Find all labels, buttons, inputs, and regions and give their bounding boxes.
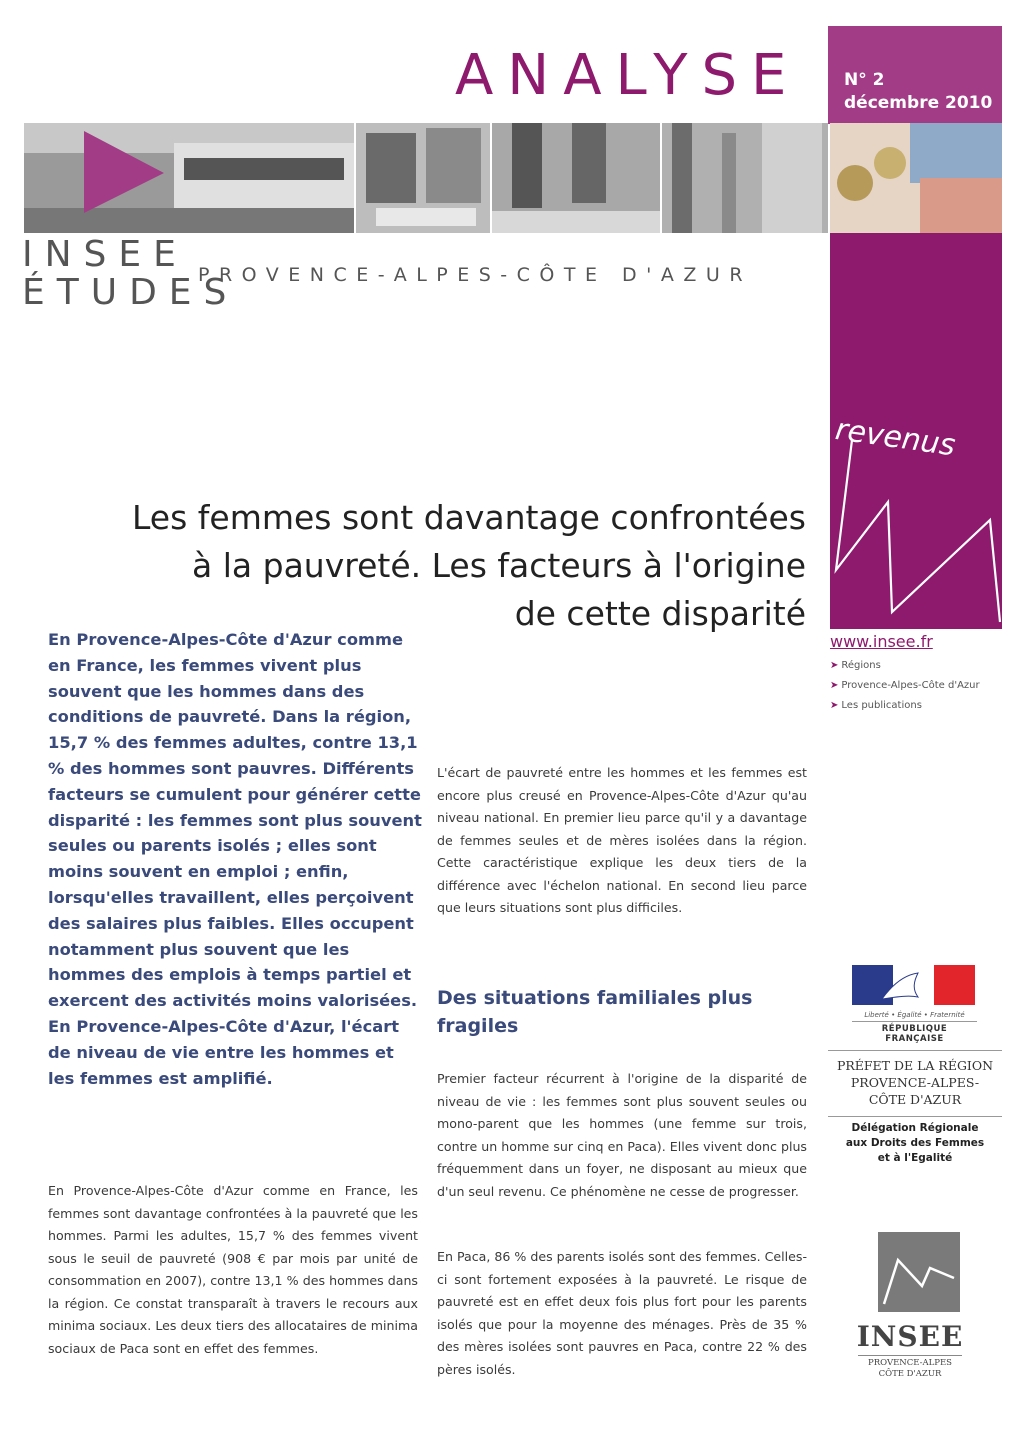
nav-item-publications[interactable]: ➤ Les publications bbox=[830, 700, 922, 711]
delegation-block: Délégation Régionale aux Droits des Femmes et à l'Egalité bbox=[828, 1116, 1002, 1166]
prefet-block: PRÉFET DE LA RÉGION PROVENCE-ALPES- CÔTE D'AZUR bbox=[828, 1050, 1002, 1108]
region-name: PROVENCE-ALPES-CÔTE D'AZUR bbox=[198, 264, 753, 286]
series-title: ANALYSE bbox=[455, 43, 801, 108]
corridor-photo bbox=[662, 123, 828, 233]
lead-paragraph: En Provence-Alpes-Côte d'Azur comme en France, les femmes vivent plus souvent que les hommes dans des conditions de pauvreté. Dans la région, 15,7 % des femmes adultes, contre 13,1 % des hommes sont pauvres. Différents facteurs se cumulent pour générer cette disparité : les femmes sont plus souvent seules ou parents isolés ; elles sont moins souvent en emploi ; enfin, lorsqu'elles travaillent, elles perçoivent des salaires plus faibles. Elles occupent notamment plus souvent que les hommes des emplois à temps partiel et exercent des activités moins valorisées. En Provence-Alpes-Côte d'Azur, l'écart de niveau de vie entre les hommes et les femmes est amplifié. bbox=[48, 630, 422, 1088]
publication-nav bbox=[830, 656, 980, 716]
computer-photo bbox=[356, 123, 490, 233]
nav-item-region[interactable]: ➤ Provence-Alpes-Côte d'Azur bbox=[830, 680, 980, 691]
rf-motto: Liberté • Égalité • Fraternité bbox=[864, 1011, 965, 1019]
rf-name: RÉPUBLIQUE FRANÇAISE bbox=[852, 1021, 977, 1044]
republique-logo bbox=[852, 965, 977, 1044]
insee-region: PROVENCE-ALPES CÔTE D'AZUR bbox=[858, 1355, 962, 1380]
brand-line-insee: INSEE bbox=[22, 234, 188, 275]
nav-item-regions[interactable]: ➤ Régions bbox=[830, 660, 881, 671]
website-link[interactable]: www.insee.fr bbox=[830, 632, 933, 651]
walking-photo bbox=[492, 123, 660, 233]
body-paragraph-left: En Provence-Alpes-Côte d'Azur comme en France, les femmes sont davantage confrontées à la pauvreté que les hommes. Parmi les adultes, 15,7 % des femmes vivent sous le seuil de pauvreté (908 € par mois par unité de consommation en 2007), contre 13,1 % des hommes dans la région. Ce constat transparaît à travers le recours aux minima sociaux. Les deux tiers des allocataires de minima sociaux de Paca sont en effet des femmes. bbox=[48, 1183, 418, 1356]
photo-strip bbox=[24, 123, 1002, 233]
theme-label: revenus bbox=[833, 412, 958, 464]
arrow-right-icon: ➤ bbox=[830, 700, 839, 711]
insee-logo bbox=[850, 1232, 970, 1380]
section-heading: Des situations familiales plus fragiles bbox=[437, 987, 753, 1037]
article-title: Les femmes sont davantage confrontées à la pauvreté. Les facteurs à l'origine de cette disparité bbox=[131, 498, 806, 633]
insee-name: INSEE bbox=[856, 1320, 964, 1353]
marianne-flag-icon bbox=[852, 965, 975, 1005]
brand-line-etudes: ÉTUDES bbox=[22, 272, 239, 313]
issue-box bbox=[828, 26, 1002, 124]
body-paragraph-section-1: Premier facteur récurrent à l'origine de la disparité de niveau de vie : les femmes sont plus souvent seules ou mono-parent que les hommes (une femme sur trois, contre un homme sur cinq en Paca). Elles vivent donc plus fréquemment dans un foyer, ne disposant au mieux que d'un seul revenu. Ce phénomène ne cesse de progresser. bbox=[437, 1071, 807, 1199]
arrow-right-icon: ➤ bbox=[830, 660, 839, 671]
body-paragraph-intro: L'écart de pauvreté entre les hommes et les femmes est encore plus creusé en Provence-Alpes-Côte d'Azur qu'au niveau national. En premier lieu parce qu'il y a davantage de femmes seules et de mères isolées dans la région. Cette caractéristique explique les deux tiers de la différence avec l'échelon national. En second lieu parce que leurs situations sont plus difficiles. bbox=[437, 765, 807, 915]
issue-date: décembre 2010 bbox=[844, 93, 993, 113]
arrow-right-icon: ➤ bbox=[830, 680, 839, 691]
insee-mark-icon bbox=[878, 1232, 960, 1312]
zigzag-decoration bbox=[830, 440, 1002, 630]
issue-number: N° 2 bbox=[844, 70, 885, 90]
body-paragraph-section-2: En Paca, 86 % des parents isolés sont des femmes. Celles-ci sont fortement exposées à la pauvreté. Le risque de pauvreté est en effet deux fois plus fort pour les parents isolés que pour la moyenne des ménages. Près de 35 % des mères isolées sont pauvres en Paca, contre 22 % des pères isolés. bbox=[437, 1249, 807, 1377]
money-photo bbox=[830, 123, 1002, 233]
tram-photo bbox=[24, 123, 354, 233]
